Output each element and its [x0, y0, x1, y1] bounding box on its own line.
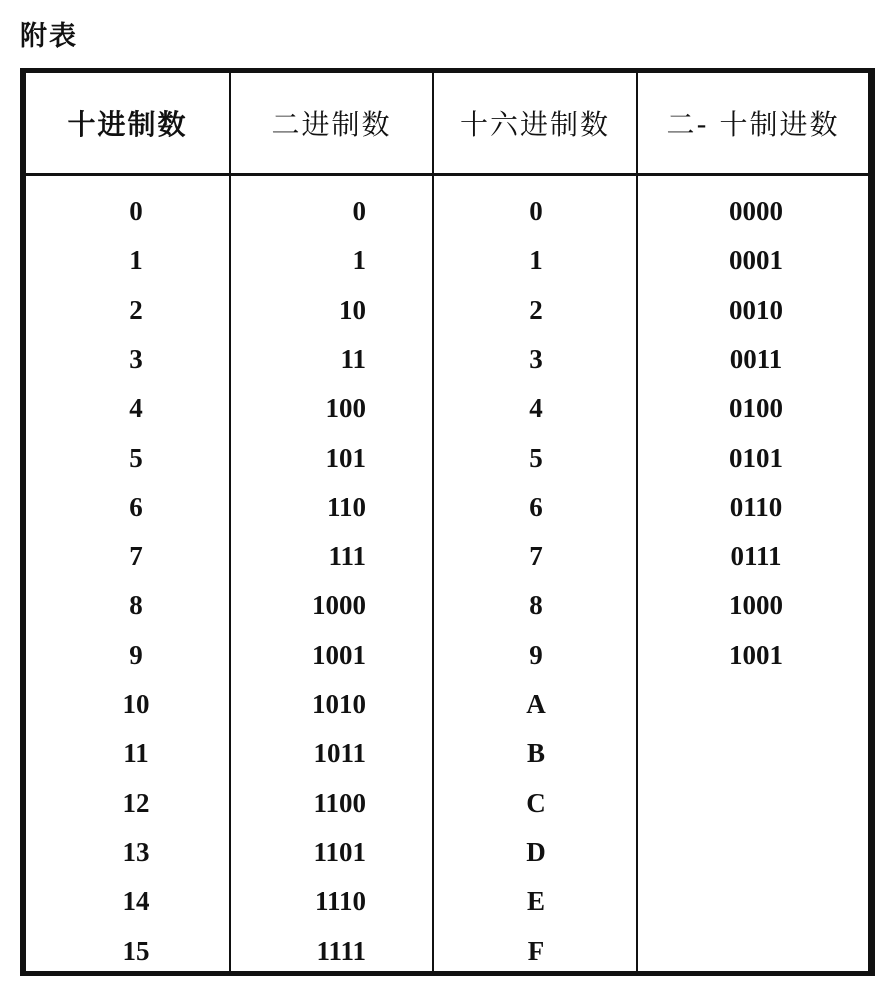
cell-hexadecimal: 6 [529, 491, 543, 522]
cell-binary: 110 [326, 491, 366, 522]
cell-bcd: 0111 [730, 541, 782, 572]
cell-decimal: 8 [129, 590, 143, 621]
cell-bcd: 0110 [729, 491, 783, 522]
cell-bcd [706, 832, 806, 872]
cell-binary: 10 [339, 294, 366, 325]
header-divider [26, 173, 868, 176]
cell-binary: 1011 [313, 738, 366, 769]
header-decimal: 十进制数 [67, 108, 188, 141]
cell-binary: 101 [325, 442, 366, 473]
cell-decimal: 7 [129, 541, 143, 572]
cell-hexadecimal: 5 [529, 442, 543, 473]
header-binary: 二进制数 [271, 108, 392, 141]
cell-binary: 100 [325, 393, 366, 424]
column-divider [432, 73, 434, 971]
cell-bcd [706, 733, 806, 773]
cell-decimal: 12 [122, 787, 150, 818]
cell-bcd [706, 931, 806, 971]
cell-binary: 1110 [314, 886, 366, 917]
column-divider [229, 73, 231, 971]
cell-decimal: 5 [129, 442, 143, 473]
cell-decimal: 11 [123, 738, 149, 769]
cell-hexadecimal: 3 [529, 343, 543, 374]
cell-hexadecimal: D [526, 836, 546, 867]
cell-bcd: 0010 [729, 294, 783, 325]
cell-hexadecimal: E [526, 886, 545, 917]
cell-hexadecimal: 2 [529, 294, 543, 325]
cell-binary: 1010 [312, 689, 366, 719]
cell-decimal: 9 [129, 639, 143, 670]
cell-decimal: 3 [129, 343, 143, 374]
cell-hexadecimal: 7 [529, 541, 543, 572]
cell-binary: 1 [352, 245, 366, 276]
header-bcd: 二- 十制进数 [666, 108, 840, 141]
cell-hexadecimal: 8 [529, 590, 543, 621]
cell-decimal: 1 [129, 245, 143, 276]
cell-hexadecimal: A [526, 689, 546, 719]
cell-bcd: 0000 [729, 196, 783, 226]
cell-bcd: 1000 [729, 590, 783, 621]
cell-binary: 1101 [313, 836, 366, 867]
cell-bcd: 0101 [729, 442, 783, 473]
cell-hexadecimal: 1 [529, 245, 543, 276]
cell-decimal: 10 [122, 689, 150, 719]
cell-binary: 11 [340, 343, 366, 374]
cell-bcd [706, 783, 806, 823]
cell-hexadecimal: 4 [529, 393, 543, 424]
conversion-table [20, 68, 875, 976]
cell-decimal: 6 [129, 491, 143, 522]
page-title: 附表 [20, 21, 78, 52]
cell-decimal: 15 [122, 935, 150, 966]
cell-hexadecimal: 9 [529, 639, 543, 670]
cell-binary: 1111 [316, 935, 366, 966]
cell-decimal: 2 [129, 294, 143, 325]
cell-decimal: 13 [122, 836, 150, 867]
cell-bcd: 1001 [729, 639, 783, 670]
cell-decimal: 4 [129, 393, 143, 424]
cell-bcd [706, 881, 806, 921]
header-hexadecimal: 十六进制数 [459, 108, 610, 141]
cell-bcd: 0100 [729, 393, 783, 424]
cell-binary: 1001 [312, 639, 366, 670]
cell-hexadecimal: B [526, 738, 545, 769]
cell-binary: 111 [328, 541, 366, 572]
cell-hexadecimal: C [526, 787, 546, 818]
cell-bcd [706, 684, 806, 724]
cell-binary: 0 [352, 196, 366, 226]
cell-decimal: 0 [129, 196, 143, 226]
column-divider [636, 73, 638, 971]
cell-bcd: 0001 [729, 245, 783, 276]
cell-decimal: 14 [122, 886, 150, 917]
cell-binary: 1100 [313, 787, 366, 818]
cell-bcd: 0011 [729, 343, 783, 374]
cell-hexadecimal: 0 [529, 196, 543, 226]
cell-binary: 1000 [312, 590, 366, 621]
cell-hexadecimal: F [527, 935, 545, 966]
